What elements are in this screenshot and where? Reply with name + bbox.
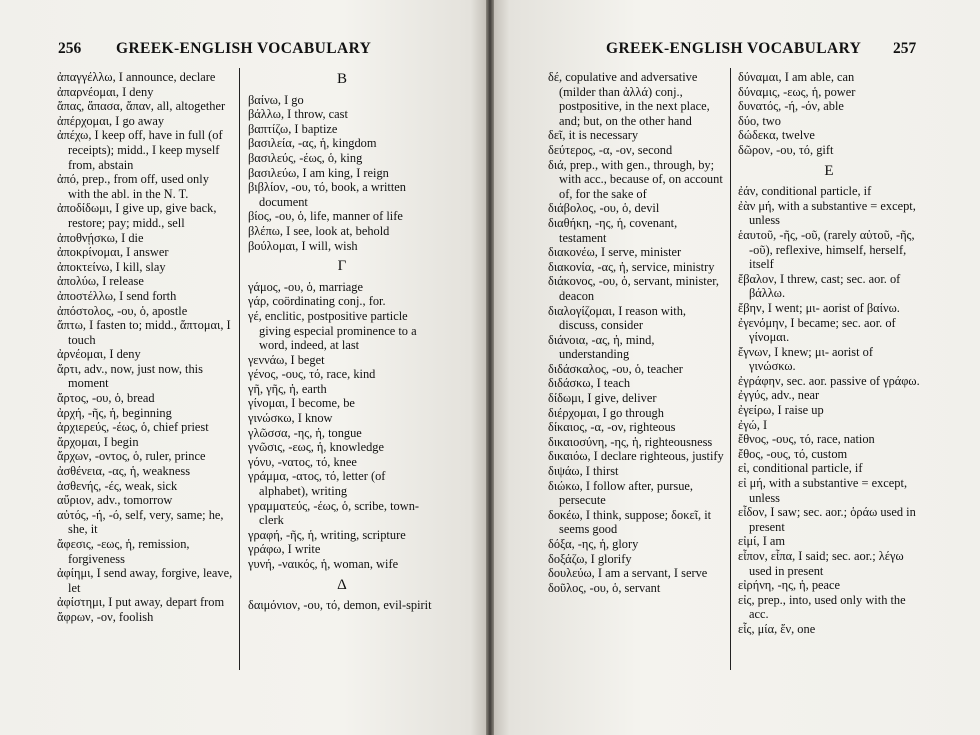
vocab-entry: δυνατός, -ή, -όν, able [738,99,844,114]
vocab-entry: διέρχομαι, I go through [548,405,664,420]
vocab-entry: εἰς, prep., into, used only with the acc. [738,592,906,622]
vocab-entry: γάρ, coördinating conj., for. [248,294,386,309]
vocab-entry: βασιλεύς, -έως, ὁ, king [248,150,363,165]
vocab-entry: δικαιόω, I declare righteous, justify [548,449,724,464]
vocab-entry: εἰ, conditional particle, if [738,461,863,476]
vocab-entry: βούλομαι, I will, wish [248,238,358,253]
vocab-entry: δύο, two [738,113,781,128]
vocab-entry: γραφή, -ῆς, ἡ, writing, scripture [248,527,406,542]
vocab-entry: δαιμόνιον, -ου, τό, demon, evil-spirit [248,598,432,613]
vocab-entry: ἀποθνῄσκω, I die [57,230,144,245]
vocab-entry: ἀποδίδωμι, I give up, give back, restore; pay; midd., sell [57,201,217,230]
vocab-entry: ἀσθενής, -ές, weak, sick [57,478,178,493]
vocab-entry: γράφω, I write [248,542,321,557]
vocab-entry: διά, prep., with gen., through, by; with acc., because of, on account of, for the sake of [548,157,723,201]
vocab-entry: ἀποστέλλω, I send forth [57,288,177,303]
vocab-entry: διακονία, -ας, ἡ, service, ministry [548,259,715,274]
vocab-entry: εἰρήνη, -ης, ἡ, peace [738,578,841,593]
running-head-right: GREEK-ENGLISH VOCABULARY [606,40,862,57]
vocab-entry: διάνοια, -ας, ἡ, mind, understanding [548,332,655,362]
running-head-left: GREEK-ENGLISH VOCABULARY [116,40,372,57]
book-gutter [486,0,494,735]
vocab-entry: ἐγώ, I [738,417,768,432]
vocab-entry: δέ, copulative and adversative (milder than ἀλλά) conj., postpositive, in the next place, and; but, on the other hand [548,70,710,128]
vocab-entry: ἀπαρνέομαι, I deny [57,84,154,99]
vocab-entry: διακονέω, I serve, minister [548,245,682,260]
vocab-entry: ἀποκρίνομαι, I answer [57,245,169,260]
section-letter-gamma: Γ [337,258,347,275]
vocab-entry: ἀρχιερεύς, -έως, ὁ, chief priest [57,420,209,435]
vocab-entry: γράμμα, -ατος, τό, letter (of alphabet), writing [248,469,386,499]
vocab-entry: ἀπαγγέλλω, I announce, declare [57,70,216,84]
vocab-entry: δώδεκα, twelve [738,128,815,143]
vocab-entry: ἐὰν μή, with a substantive = except, unless [738,198,916,228]
vocab-entry: ἐάν, conditional particle, if [738,184,872,199]
vocab-entry: γνῶσις, -εως, ἡ, knowledge [248,440,384,455]
vocab-entry: γινώσκω, I know [248,411,333,426]
vocab-entry: βαπτίζω, I baptize [248,121,338,136]
vocab-entry: ἔθος, -ους, τό, custom [738,446,848,461]
vocab-entry: δεῖ, it is necessary [548,128,639,143]
vocab-entry: ἐγράφην, sec. aor. passive of γράφω. [738,373,920,388]
vocab-entry: διαλογίζομαι, I reason with, discuss, consider [548,303,686,333]
vocab-entry: δόξα, -ης, ἡ, glory [548,537,639,551]
vocab-entry: βιβλίον, -ου, τό, book, a written document [248,180,406,209]
vocab-entry: βαίνω, I go [248,92,304,107]
right-column-1 [548,70,724,595]
vocab-entry: διψάω, I thirst [548,464,619,479]
vocab-entry: βασιλεία, -ας, ἡ, kingdom [248,136,377,151]
vocab-entry: δίκαιος, -α, -ον, righteous [548,420,676,435]
vocab-entry: ἄρτος, -ου, ὁ, bread [57,391,155,406]
vocab-entry: γεννάω, I beget [248,352,325,367]
vocab-entry: διδάσκω, I teach [548,376,631,391]
vocab-entry: ἀποκτείνω, I kill, slay [57,259,166,274]
vocab-entry: γένος, -ους, τό, race, kind [248,367,376,382]
left-column-2 [248,70,436,613]
right-column-2 [738,70,920,637]
column-rule-left [239,68,240,670]
vocab-entry: δεύτερος, -α, -ον, second [548,142,673,157]
right-page [490,0,980,735]
section-letter-epsilon: E [824,162,834,179]
vocab-entry: ἀπέχω, I keep off, have in full (of receipts); midd., I keep myself from, abstain [57,128,223,172]
vocab-entry: ἀρχή, -ῆς, ἡ, beginning [57,405,172,420]
vocab-entry: ἀφίημι, I send away, forgive, leave, let [57,566,233,595]
vocab-entry: δικαιοσύνη, -ης, ἡ, righteousness [548,434,713,449]
vocab-entry: βάλλω, I throw, cast [248,107,348,122]
vocab-entry: γλῶσσα, -ης, ἡ, tongue [248,425,362,440]
column-rule-right [730,68,731,670]
vocab-entry: ἀπέρχομαι, I go away [57,113,165,128]
vocab-entry: ἀρνέομαι, I deny [57,347,141,362]
page-number-left: 256 [58,40,82,57]
vocab-entry: ἐγενόμην, I became; sec. aor. of γίνομαι. [738,315,896,345]
vocab-entry: ἐγείρω, I raise up [738,403,824,418]
vocab-entry: ἄφρων, -ον, foolish [57,609,154,624]
vocab-entry: βασιλεύω, I am king, I reign [248,165,389,180]
vocab-entry: ἀπολύω, I release [57,274,144,289]
vocab-entry: δοῦλος, -ου, ὁ, servant [548,580,661,595]
vocab-entry: ἑαυτοῦ, -ῆς, -οῦ, (rarely αὑτοῦ, -ῆς, -οῦ), reflexive, himself, herself, itself [738,227,915,272]
vocab-entry: γραμματεύς, -έως, ὁ, scribe, town-clerk [248,498,420,528]
vocab-entry: δοξάζω, I glorify [548,551,632,566]
vocab-entry: ἀπό, prep., from off, used only with the abl. in the N. T. [57,172,209,201]
vocab-entry: εἷς, μία, ἕν, one [738,621,816,636]
vocab-entry: αὔριον, adv., tomorrow [57,493,173,508]
vocab-entry: ἔγνων, I knew; μι- aorist of γινώσκω. [738,344,873,374]
vocab-entry: δύναμις, -εως, ἡ, power [738,84,856,99]
vocab-entry: ἄρτι, adv., now, just now, this moment [57,361,203,391]
vocab-entry: διάκονος, -ου, ὁ, servant, minister, deacon [548,274,719,303]
vocab-entry: ἔβαλον, I threw, cast; sec. aor. of βάλλω. [738,271,901,301]
vocab-entry: διάβολος, -ου, ὁ, devil [548,201,660,216]
section-letter-delta: Δ [337,576,347,593]
vocab-entry: γέ, enclitic, postpositive particle giving especial prominence to a word, indeed, at last [248,308,417,353]
vocab-entry: ἐγγύς, adv., near [738,388,820,403]
vocab-entry: ἅπας, ἅπασα, ἅπαν, all, altogether [57,99,226,114]
vocab-entry: ἀφίστημι, I put away, depart from [57,595,225,610]
vocab-entry: ἀσθένεια, -ας, ἡ, weakness [57,464,191,479]
vocab-entry: εἶδον, I saw; sec. aor.; ὁράω used in present [738,505,916,534]
vocab-entry: διδάσκαλος, -ου, ὁ, teacher [548,361,683,376]
vocab-entry: ἔβην, I went; μι- aorist of βαίνω. [738,300,900,315]
vocab-entry: δύναμαι, I am able, can [738,70,855,84]
vocab-entry: διώκω, I follow after, pursue, persecute [548,478,694,508]
section-letter-beta: B [336,71,347,87]
vocab-entry: γόνυ, -νατος, τό, knee [248,454,357,469]
vocab-entry: γάμος, -ου, ὁ, marriage [248,279,363,294]
vocab-entry: εἰ μή, with a substantive = except, unless [738,476,908,505]
vocab-entry: αὐτός, -ή, -ό, self, very, same; he, she, it [57,507,224,537]
vocab-entry: δουλεύω, I am a servant, I serve [548,566,708,581]
vocab-entry: ἔθνος, -ους, τό, race, nation [738,432,875,447]
vocab-entry: ἄρχομαι, I begin [57,434,139,449]
vocab-entry: βίος, -ου, ὁ, life, manner of life [248,209,403,224]
left-column-1 [57,70,233,625]
page-number-right: 257 [893,40,917,57]
vocab-entry: ἄφεσις, -εως, ἡ, remission, forgiveness [57,537,190,566]
vocab-entry: ἀπόστολος, -ου, ὁ, apostle [57,303,188,318]
vocab-entry: γῆ, γῆς, ἡ, earth [248,381,327,396]
vocab-entry: εἶπον, εἶπα, I said; sec. aor.; λέγω used in present [738,549,904,578]
vocab-entry: δίδωμι, I give, deliver [548,391,657,406]
vocab-entry: ἄρχων, -οντος, ὁ, ruler, prince [57,449,206,464]
vocab-entry: δοκέω, I think, suppose; δοκεῖ, it seems good [548,507,712,537]
vocab-entry: δῶρον, -ου, τό, gift [738,142,834,157]
vocab-entry: εἰμί, I am [738,534,786,549]
vocab-entry: γίνομαι, I become, be [248,396,355,411]
vocab-entry: ἅπτω, I fasten to; midd., ἅπτομαι, I touch [57,318,231,347]
vocab-entry: γυνή, -ναικός, ἡ, woman, wife [248,557,399,571]
vocab-entry: βλέπω, I see, look at, behold [248,223,390,238]
vocab-entry: διαθήκη, -ης, ἡ, covenant, testament [548,215,678,245]
